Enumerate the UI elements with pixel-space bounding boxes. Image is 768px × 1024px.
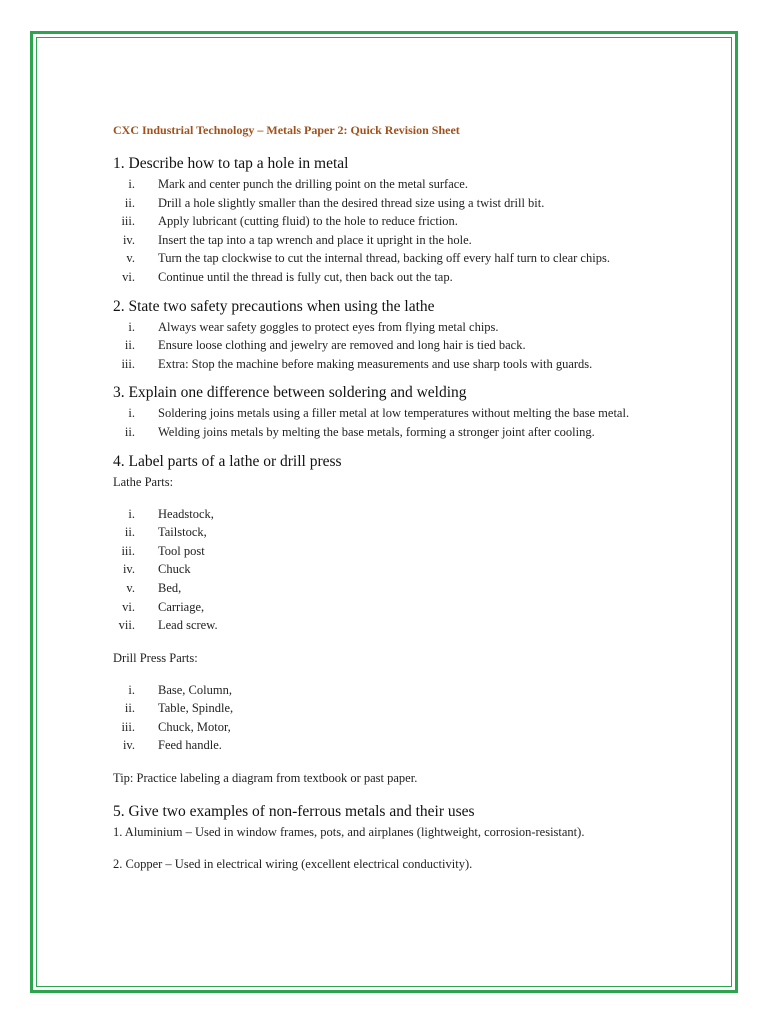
item-number: i. — [128, 319, 135, 334]
item-text: Drill a hole slightly smaller than the desired thread size using a twist drill bit. — [158, 195, 545, 210]
list-item — [113, 718, 653, 737]
list-item — [113, 560, 653, 579]
item-number: iii. — [121, 543, 135, 558]
item-text: Always wear safety goggles to protect eyes from flying metal chips. — [158, 319, 499, 334]
section-heading: 5. Give two examples of non-ferrous metals and their uses — [113, 803, 475, 821]
item-text: Table, Spindle, — [158, 701, 234, 716]
differences-list — [113, 404, 653, 441]
list-item — [113, 212, 653, 231]
item-number: i. — [128, 506, 135, 521]
list-item — [113, 194, 653, 213]
drill-press-parts-label: Drill Press Parts: — [113, 650, 198, 665]
item-number: iv. — [122, 232, 135, 247]
item-text: Insert the tap into a tap wrench and place it upright in the hole. — [158, 232, 472, 247]
list-item — [113, 616, 653, 635]
item-number: i. — [128, 177, 135, 191]
list-item — [113, 175, 653, 194]
list-item — [113, 231, 653, 250]
item-text: Lead screw. — [158, 618, 218, 633]
section-1 — [113, 153, 653, 287]
list-item — [113, 423, 653, 442]
item-text: Mark and center punch the drilling point on the metal surface. — [158, 177, 468, 191]
section-2 — [113, 296, 653, 374]
precautions-list — [113, 318, 653, 374]
section-heading: 1. Describe how to tap a hole in metal — [113, 155, 349, 172]
item-text: Turn the tap clockwise to cut the internal thread, backing off every half turn to clear chips. — [158, 251, 610, 266]
steps-list — [113, 175, 653, 287]
list-item — [113, 505, 653, 524]
list-item — [113, 249, 653, 268]
item-number: vii. — [118, 618, 135, 633]
item-number: iii. — [121, 719, 135, 734]
section-heading: 4. Label parts of a lathe or drill press — [113, 452, 342, 470]
item-text: Tool post — [158, 543, 205, 558]
list-item — [113, 681, 653, 700]
list-item — [113, 355, 653, 374]
item-text: Chuck — [158, 562, 191, 577]
item-text: Soldering joins metals using a filler metal at low temperatures without melting the base metal. — [158, 406, 630, 421]
item-number: iv. — [122, 562, 135, 577]
list-item — [113, 736, 653, 755]
item-number: v. — [126, 251, 135, 266]
item-text: Apply lubricant (cutting fluid) to the hole to reduce friction. — [158, 214, 458, 229]
item-text: Ensure loose clothing and jewelry are removed and long hair is tied back. — [158, 338, 526, 353]
section-4 — [113, 451, 653, 788]
lathe-parts-list — [113, 505, 653, 635]
item-number: ii. — [124, 195, 135, 210]
item-number: v. — [126, 580, 135, 595]
item-number: ii. — [124, 338, 135, 353]
item-number: vi. — [122, 269, 135, 284]
item-number: i. — [128, 682, 135, 697]
list-item — [113, 542, 653, 561]
item-text: Base, Column, — [158, 682, 232, 697]
item-text: Headstock, — [158, 506, 214, 521]
list-item — [113, 318, 653, 337]
section-heading: 3. Explain one difference between soldering and welding — [113, 384, 467, 402]
drill-press-parts-list — [113, 681, 653, 755]
item-text: Feed handle. — [158, 738, 222, 753]
list-item — [113, 336, 653, 355]
tip-text: Tip: Practice labeling a diagram from textbook or past paper. — [113, 771, 418, 786]
item-text: Continue until the thread is fully cut, then back out the tap. — [158, 269, 453, 284]
section-heading: 2. State two safety precautions when using the lathe — [113, 297, 435, 315]
item-text: Carriage, — [158, 599, 205, 614]
item-number: iv. — [122, 738, 135, 753]
item-text: Chuck, Motor, — [158, 719, 231, 734]
item-text: Extra: Stop the machine before making measurements and use sharp tools with guards. — [158, 356, 593, 371]
example-aluminium: 1. Aluminium – Used in window frames, pots, and airplanes (lightweight, corrosion-resistant). — [113, 825, 585, 840]
item-number: iii. — [121, 214, 135, 229]
item-text: Welding joins metals by melting the base metals, forming a stronger joint after cooling. — [158, 424, 595, 439]
item-number: vi. — [122, 599, 135, 614]
list-item — [113, 579, 653, 598]
section-3 — [113, 382, 653, 441]
list-item — [113, 268, 653, 287]
item-number: iii. — [121, 356, 135, 371]
item-number: ii. — [124, 424, 135, 439]
lathe-parts-label: Lathe Parts: — [113, 474, 174, 489]
list-item — [113, 598, 653, 617]
item-number: i. — [128, 406, 135, 421]
list-item — [113, 404, 653, 423]
item-text: Bed, — [158, 580, 182, 595]
list-item — [113, 699, 653, 718]
item-text: Tailstock, — [158, 525, 207, 540]
example-copper: 2. Copper – Used in electrical wiring (excellent electrical conductivity). — [113, 857, 473, 872]
document-body — [113, 122, 653, 882]
item-number: ii. — [124, 525, 135, 540]
document-title: CXC Industrial Technology – Metals Paper 2: Quick Revision Sheet — [113, 123, 460, 137]
list-item — [113, 523, 653, 542]
item-number: ii. — [124, 701, 135, 716]
section-5 — [113, 801, 653, 873]
